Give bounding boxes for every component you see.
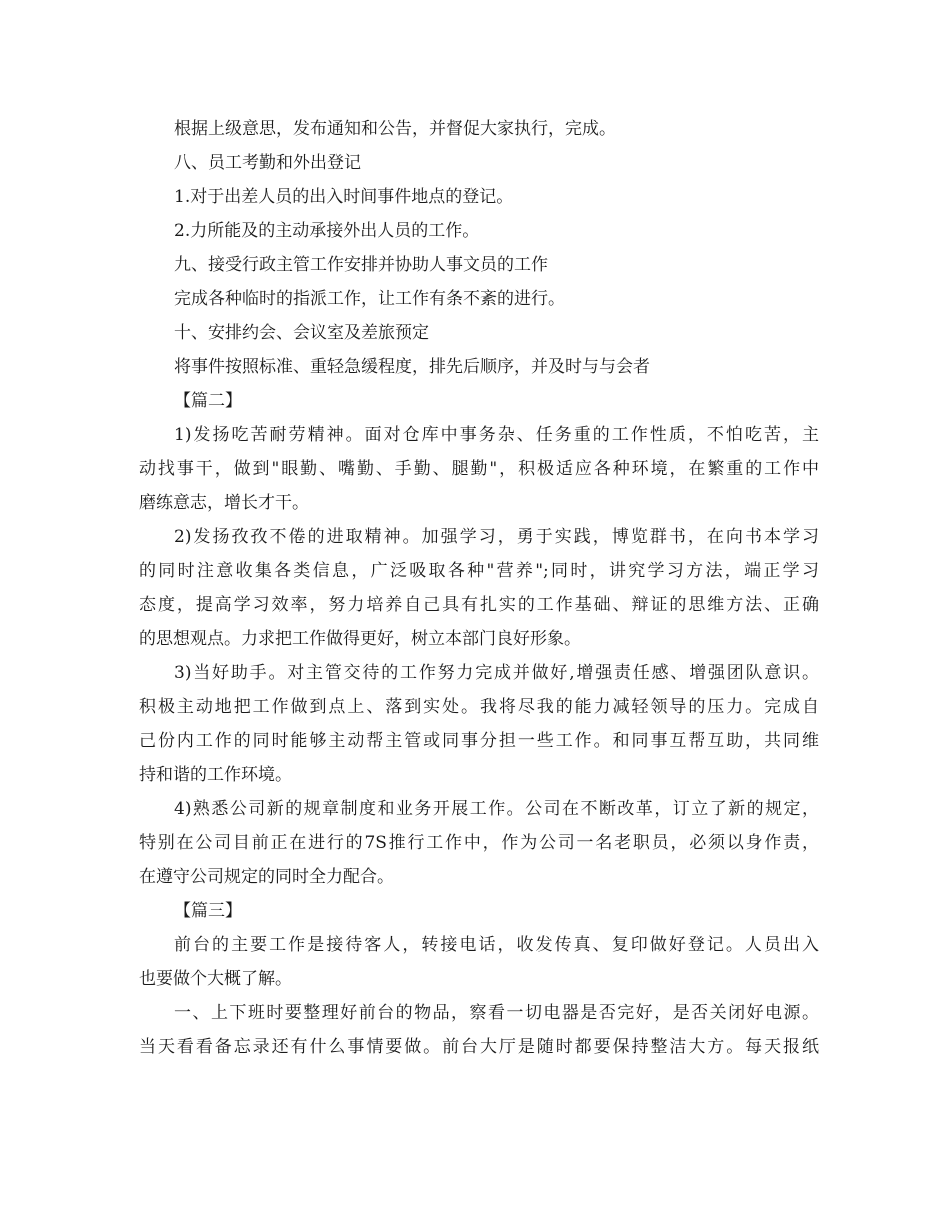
text-line: 九、接受行政主管工作安排并协助人事文员的工作 [174, 255, 548, 275]
text-line: 积极主动地把工作做到点上、落到实处。我将尽我的能力减轻领导的压力。完成自 [139, 697, 819, 717]
text-line: 动找事干，做到"眼勤、嘴勤、手勤、腿勤"，积极适应各种环境，在繁重的工作中 [139, 459, 819, 479]
text-line: 特别在公司目前正在进行的7S推行工作中，作为公司一名老职员，必须以身作责， [139, 833, 819, 853]
text-line: 1)发扬吃苦耐劳精神。面对仓库中事务杂、任务重的工作性质，不怕吃苦，主 [174, 425, 819, 445]
text-line: 【篇三】 [174, 901, 242, 921]
text-line: 磨练意志，增长才干。 [139, 493, 309, 513]
text-line: 十、安排约会、会议室及差旅预定 [174, 323, 429, 343]
text-line: 的同时注意收集各类信息，广泛吸取各种"营养";同时，讲究学习方法，端正学习 [139, 561, 819, 581]
text-line: 3)当好助手。对主管交待的工作努力完成并做好,增强责任感、增强团队意识。 [174, 663, 819, 683]
text-line: 的思想观点。力求把工作做得更好，树立本部门良好形象。 [139, 629, 581, 649]
text-line: 也要做个大概了解。 [139, 969, 292, 989]
text-line: 【篇二】 [174, 391, 242, 411]
text-line: 将事件按照标准、重轻急缓程度，排先后顺序，并及时与与会者 [174, 357, 650, 377]
text-line: 1.对于出差人员的出入时间事件地点的登记。 [174, 187, 514, 207]
text-line: 完成各种临时的指派工作，让工作有条不紊的进行。 [174, 289, 565, 309]
text-line: 一、上下班时要整理好前台的物品，察看一切电器是否完好，是否关闭好电源。 [174, 1003, 819, 1023]
text-line: 在遵守公司规定的同时全力配合。 [139, 867, 394, 887]
text-line: 当天看看备忘录还有什么事情要做。前台大厅是随时都要保持整洁大方。每天报纸 [139, 1037, 819, 1057]
text-line: 4)熟悉公司新的规章制度和业务开展工作。公司在不断改革，订立了新的规定， [174, 799, 819, 819]
text-line: 2.力所能及的主动承接外出人员的工作。 [174, 221, 480, 241]
text-line: 前台的主要工作是接待客人，转接电话，收发传真、复印做好登记。人员出入 [174, 935, 819, 955]
document-body [139, 112, 819, 1064]
text-line: 根据上级意思，发布通知和公告，并督促大家执行，完成。 [174, 119, 616, 139]
text-line: 持和谐的工作环境。 [139, 765, 292, 785]
text-line: 态度，提高学习效率，努力培养自己具有扎实的工作基础、辩证的思维方法、正确 [139, 595, 819, 615]
text-line: 己份内工作的同时能够主动帮主管或同事分担一些工作。和同事互帮互助，共同维 [139, 731, 819, 751]
text-line: 2)发扬孜孜不倦的进取精神。加强学习，勇于实践，博览群书，在向书本学习 [174, 527, 819, 547]
text-line: 八、员工考勤和外出登记 [174, 153, 361, 173]
